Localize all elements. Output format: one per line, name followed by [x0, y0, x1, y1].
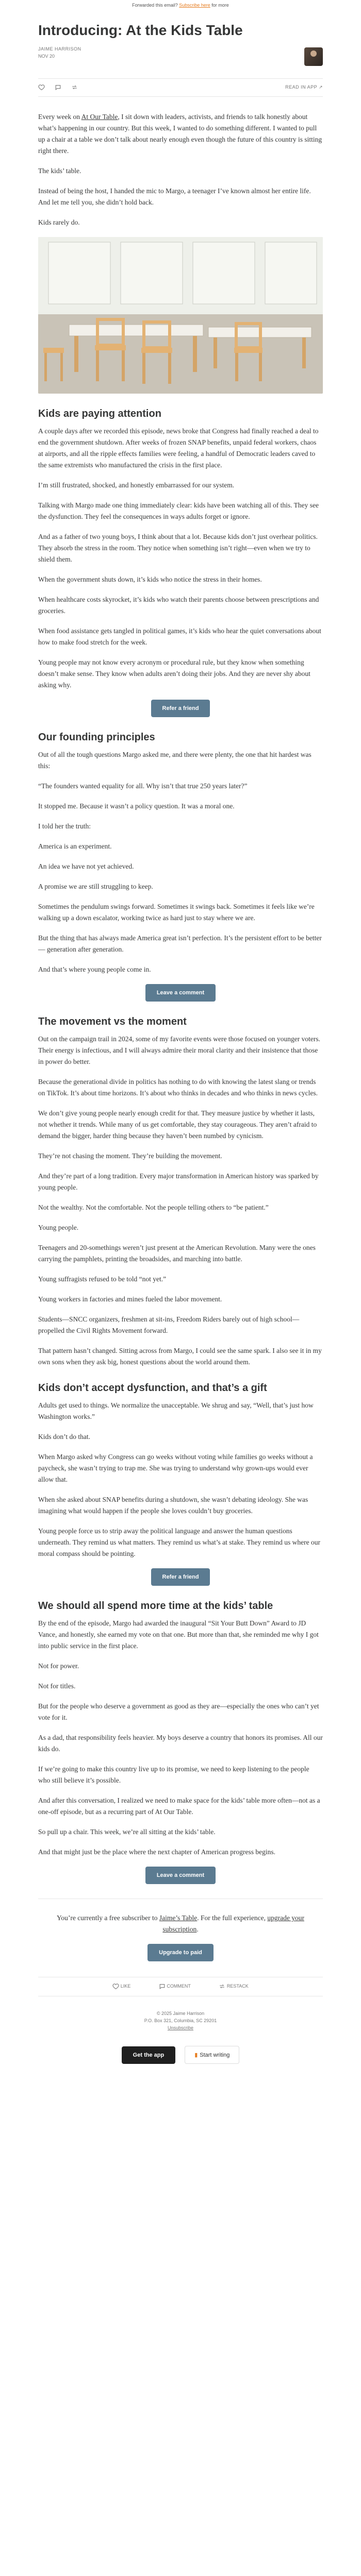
comment-label: COMMENT — [167, 1983, 191, 1989]
section-4-paragraph: Kids don’t do that. — [38, 1433, 90, 1440]
author-avatar[interactable] — [304, 47, 323, 66]
section-1-paragraph: A couple days after we recorded this episode, news broke that Congress had finally reached a deal to end the government shutdown. After weeks of frozen SNAP benefits, unpaid federal workers, chaos at airports, and all the ripple effects families were feeling, a handful of Democratic leaders caved to the same extremists who manufactured the crisis in the first place. — [38, 427, 319, 469]
section-1-paragraph: Young people may not know every acronym or procedural rule, but they know when something doesn’t make sense. They know when adults aren’t doing their jobs. And they are never shy about asking why. — [38, 658, 310, 689]
read-in-app-label: READ IN APP — [285, 84, 317, 90]
section-heading-4: Kids don’t accept dysfunction, and that’s a gift — [38, 1382, 267, 1394]
comment-button[interactable] — [159, 1983, 191, 1990]
forward-suffix: for more — [211, 3, 229, 8]
restack-icon — [71, 84, 78, 91]
refer-friend-wrapper — [38, 700, 323, 717]
section-1-paragraph: And as a father of two young boys, I think about that a lot. Because kids don’t just overhear politics. They absorb the stress in the room. They notice when something isn’t right—even when we try to shield them. — [38, 533, 318, 563]
bottom-actions-bar — [38, 1977, 323, 1996]
section-5-paragraph: As a dad, that responsibility feels heavier. My boys deserve a country that honors its promises. All our kids do. — [38, 1734, 323, 1753]
section-2-paragraph: Out of all the tough questions Margo asked me, and there were plenty, the one that hit hardest was this: — [38, 751, 311, 770]
publication-link[interactable]: Jaime’s Table — [159, 1914, 198, 1922]
section-1-paragraph: I’m still frustrated, shocked, and honestly embarrassed for our system. — [38, 481, 235, 489]
section-5-paragraph: And after this conversation, I realized we need to make space for the kids’ table more often—not as a one-off episode, but as a recurring part of At Our Table. — [38, 1797, 320, 1816]
section-3-paragraph: Young workers in factories and mines fueled the labor movement. — [38, 1295, 222, 1303]
upgrade-to-paid-button[interactable]: Upgrade to paid — [147, 1944, 214, 1961]
read-in-app-link[interactable] — [285, 84, 323, 90]
section-3-paragraph: Teenagers and 20-somethings weren’t just present at the American Revolution. Many were the ones carrying the pamphlets, printing the broadsides, and marching into battle. — [38, 1244, 316, 1263]
start-writing-label: Start writing — [200, 2052, 230, 2058]
section-5-paragraph: Not for titles. — [38, 1682, 76, 1690]
section-3-paragraph: Because the generational divide in politics has nothing to do with knowing the latest slang or trends on TikTok. It’s about time horizons. It’s about who thinks in decades and who thinks in news cycles. — [38, 1078, 318, 1097]
leave-comment-button[interactable]: Leave a comment — [145, 1867, 216, 1884]
post-body — [38, 111, 323, 2066]
forward-text: Forwarded this email? — [132, 3, 178, 8]
section-heading-5: We should all spend more time at the kids’ table — [38, 1600, 273, 1612]
post-title[interactable]: Introducing: At the Kids Table — [38, 22, 243, 38]
intro-paragraph-3: Instead of being the host, I handed the mic to Margo, a teenager I’ve known almost her entire life. And let me tell you, she didn’t hold back. — [38, 187, 311, 206]
section-heading-1: Kids are paying attention — [38, 408, 161, 419]
section-5-paragraph: If we’re going to make this country live up to its promise, we need to keep listening to the people who still believe it’s possible. — [38, 1765, 309, 1784]
upgrade-link[interactable]: upgrade your subscription — [162, 1914, 304, 1933]
like-button[interactable] — [112, 1983, 130, 1990]
section-4-paragraph: Adults get used to things. We normalize the unacceptable. We shrug and say, “Well, that’s just how Washington works.” — [38, 1401, 314, 1420]
section-5-paragraph: But for the people who deserve a government as good as they are—especially the ones who can’t yet vote for it. — [38, 1702, 319, 1721]
start-writing-button[interactable] — [185, 2046, 239, 2064]
upgrade-wrapper — [38, 1944, 323, 1961]
section-2-paragraph: An idea we have not yet achieved. — [38, 862, 134, 870]
section-2-paragraph: It stopped me. Because it wasn’t a policy question. It was a moral one. — [38, 802, 235, 810]
unsubscribe-link[interactable]: Unsubscribe — [167, 2025, 194, 2030]
intro-paragraph-2: The kids’ table. — [38, 167, 81, 175]
post-date: NOV 20 — [38, 54, 55, 59]
section-5-paragraph: And that might just be the place where the next chapter of American progress begins. — [38, 1848, 275, 1856]
section-2-paragraph: Sometimes the pendulum swings forward. Sometimes it swings back. Sometimes it feels like we’re walking up a down escalator, working twice as hard just to stay where we are. — [38, 903, 315, 922]
author-name[interactable]: JAIME HARRISON — [38, 46, 81, 52]
leave-comment-wrapper-2 — [38, 1867, 323, 1884]
comment-action[interactable] — [55, 84, 61, 91]
section-2-paragraph: America is an experiment. — [38, 842, 112, 850]
heart-icon — [112, 1983, 119, 1990]
section-3-paragraph: Young suffragists refused to be told “not yet.” — [38, 1275, 167, 1283]
section-3-paragraph: That pattern hasn’t changed. Sitting across from Margo, I could see the same spark. I also see it in my own sons when they ask big, honest questions about the world around them. — [38, 1347, 322, 1366]
section-5-paragraph: Not for power. — [38, 1662, 79, 1670]
section-2-paragraph: “The founders wanted equality for all. Why isn’t that true 250 years later?” — [38, 782, 248, 790]
forward-banner — [0, 0, 361, 10]
intro-paragraph-1: Every week on At Our Table, I sit down with leaders, activists, and friends to talk honestly about what’s happening in our country. But this week, I wanted to do something different. I wanted to pull up a chair at a table we don’t talk about nearly enough even though the future of this country is sitting right there. — [38, 113, 322, 155]
leave-comment-wrapper — [38, 984, 323, 1002]
section-4-paragraph: When Margo asked why Congress can go weeks without voting while families go weeks without a paycheck, she wasn’t trying to trap me. She was trying to understand why grown-ups would ever allow that. — [38, 1453, 313, 1483]
substack-icon: ▮ — [194, 2052, 198, 2058]
get-app-button[interactable]: Get the app — [122, 2046, 176, 2064]
restack-label: RESTACK — [226, 1983, 249, 1989]
post-actions-bar — [38, 78, 323, 97]
restack-action[interactable] — [71, 84, 78, 91]
section-3-paragraph: And they’re part of a long tradition. Every major transformation in American history was sparked by young people. — [38, 1172, 319, 1191]
heart-icon — [38, 84, 45, 91]
footer — [38, 2010, 323, 2031]
classroom-illustration — [38, 237, 323, 394]
section-3-paragraph: We don’t give young people nearly enough credit for that. They measure justice by whether it lasts, not whether it trends. While many of us get comfortable, they stay courageous. They aren’t afraid to demand the bigger, harder thing because they haven’t been numbed by cynicism. — [38, 1109, 317, 1140]
copyright: © 2025 Jaime Harrison — [156, 2011, 205, 2016]
section-1-paragraph: Talking with Margo made one thing immediately clear: kids have been watching all of this. They see the dysfunction. They feel the consequences in ways adults forget or ignore. — [38, 501, 319, 520]
section-4-paragraph: Young people force us to strip away the political language and answer the human questions underneath. They remind us what matters. They remind us what’s at stake. They remind us where our moral compass should be pointing. — [38, 1527, 320, 1557]
section-2-paragraph: And that’s where young people come in. — [38, 965, 151, 973]
section-3-paragraph: Students—SNCC organizers, freshmen at sit-ins, Freedom Riders barely out of high school—propelled the Civil Rights Movement forward. — [38, 1315, 300, 1334]
post-meta — [38, 46, 323, 67]
at-our-table-link[interactable]: At Our Table — [81, 113, 118, 121]
comment-icon — [159, 1983, 166, 1990]
section-2-paragraph: But the thing that has always made America great isn’t perfection. It’s the persistent effort to be better — generation after generation. — [38, 934, 322, 953]
section-3-paragraph: They’re not chasing the moment. They’re building the movement. — [38, 1152, 222, 1160]
refer-friend-button[interactable]: Refer a friend — [151, 1568, 210, 1586]
subscription-note: You’re currently a free subscriber to Jaime’s Table. For the full experience, upgrade your subscription. — [57, 1914, 304, 1933]
section-3-paragraph: Young people. — [38, 1224, 79, 1231]
like-label: LIKE — [120, 1983, 131, 1989]
intro-paragraph-4: Kids rarely do. — [38, 218, 80, 226]
subscribe-link[interactable]: Subscribe here — [179, 3, 210, 8]
restack-button[interactable] — [219, 1983, 248, 1990]
like-action[interactable] — [38, 84, 45, 91]
external-link-icon: ↗ — [318, 84, 323, 90]
app-promo — [38, 2046, 323, 2066]
comment-icon — [55, 84, 61, 91]
section-heading-2: Our founding principles — [38, 732, 155, 743]
address: P.O. Box 321, Columbia, SC 29201 — [144, 2018, 217, 2023]
section-5-paragraph: By the end of the episode, Margo had awarded the inaugural “Sit Your Butt Down” Award to JD Vance, and honestly, she earned my vote on that one. But more than that, she reminded me why I got into public service in the first place. — [38, 1619, 319, 1650]
classroom-photo — [38, 237, 323, 394]
refer-friend-wrapper-2 — [38, 1568, 323, 1586]
section-5-paragraph: So pull up a chair. This week, we’re all sitting at the kids’ table. — [38, 1828, 216, 1836]
post-container — [38, 10, 323, 2066]
section-1-paragraph: When healthcare costs skyrocket, it’s kids who watch their parents choose between prescriptions and groceries. — [38, 596, 319, 615]
section-1-paragraph: When food assistance gets tangled in political games, it’s kids who hear the quiet conversations about how to make food stretch for the week. — [38, 627, 321, 646]
section-2-paragraph: A promise we are still struggling to keep. — [38, 883, 153, 890]
restack-icon — [219, 1983, 225, 1990]
section-3-paragraph: Out on the campaign trail in 2024, some of my favorite events were those focused on younger voters. Their energy is infectious, and I will always admire their moral clarity and their insistence that those in power do better. — [38, 1035, 320, 1065]
leave-comment-button[interactable]: Leave a comment — [145, 984, 216, 1002]
refer-friend-button[interactable]: Refer a friend — [151, 700, 210, 717]
section-3-paragraph: Not the wealthy. Not the comfortable. Not the people telling others to “be patient.” — [38, 1204, 269, 1211]
section-4-paragraph: When she asked about SNAP benefits during a shutdown, she wasn’t debating ideology. She was imagining what would happen if the people she loves couldn’t buy groceries. — [38, 1496, 308, 1515]
section-2-paragraph: I told her the truth: — [38, 822, 91, 830]
section-1-paragraph: When the government shuts down, it’s kids who notice the stress in their homes. — [38, 575, 262, 583]
section-heading-3: The movement vs the moment — [38, 1016, 187, 1027]
